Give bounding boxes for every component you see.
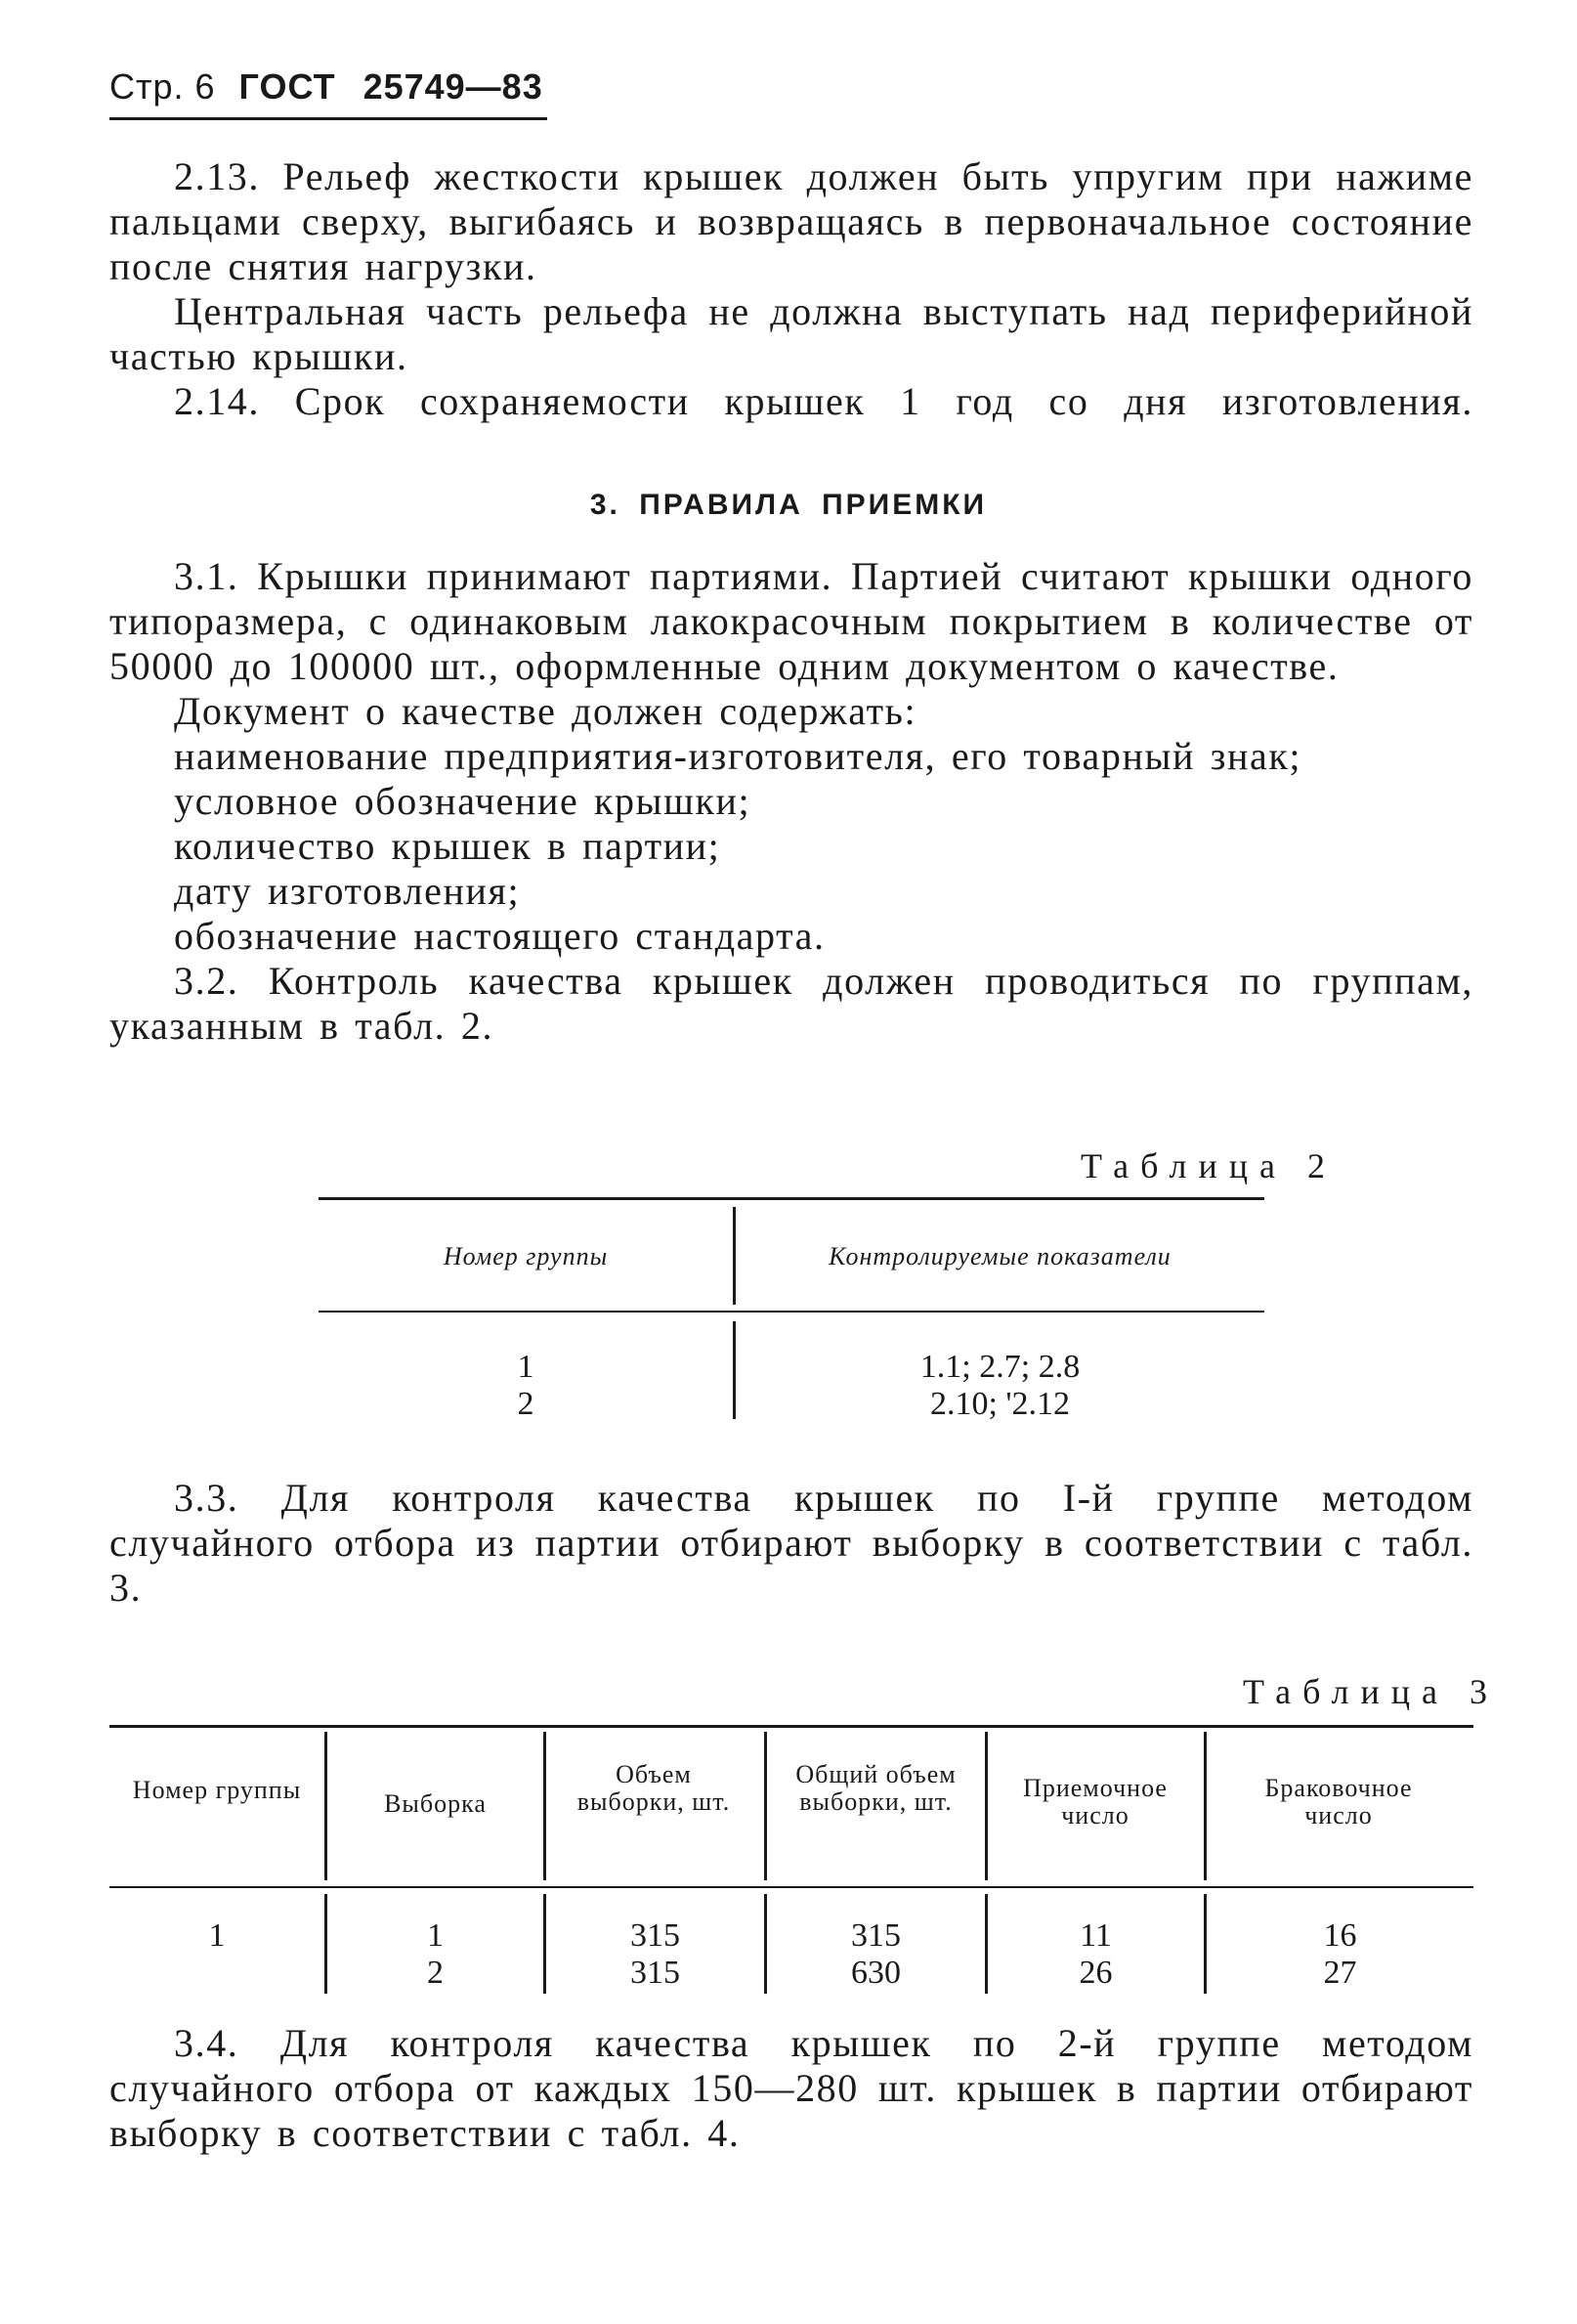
table-2-top-rule xyxy=(319,1197,1264,1200)
header-rule xyxy=(109,117,547,120)
standard-number: 25749—83 xyxy=(362,66,543,107)
page-label: Стр. 6 xyxy=(109,66,216,107)
table-2-header-rule xyxy=(319,1311,1264,1313)
table-cell: 2.10; '2.12 xyxy=(929,1386,1071,1422)
table-cell: 26 xyxy=(1079,1955,1113,1991)
table-3-header-total-sample-size: Общий объем выборки, шт. xyxy=(795,1760,957,1816)
list-item: дату изготовления; xyxy=(174,869,521,913)
table-2-caption: Таблица 2 xyxy=(1081,1146,1337,1185)
table-3-header-sample-size: Объем выборки, шт. xyxy=(576,1760,731,1816)
table-cell: 1 xyxy=(427,1917,444,1954)
table-2-header-group: Номер группы xyxy=(443,1242,609,1270)
table-cell: 1 xyxy=(517,1349,534,1385)
table-cell: 630 xyxy=(851,1955,901,1991)
list-item: условное обозначение крышки; xyxy=(174,779,751,823)
paragraph-3-3: 3.3. Для контроля качества крышек по I-й группе методом случайного отбора из партии отбирают выборку в соответствии с табл. 3. xyxy=(109,1476,1473,1610)
table-3-top-rule xyxy=(109,1725,1473,1728)
table-3-caption: Таблица 3 xyxy=(1243,1672,1499,1711)
quality-document-intro: Документ о качестве должен содержать: xyxy=(174,689,917,733)
table-3-header-sample: Выборка xyxy=(384,1789,487,1818)
table-2-header-indicators: Контролируемые показатели xyxy=(829,1242,1172,1270)
table-3-divider xyxy=(985,1732,988,1880)
table-3-header-acceptance-number: Приемочное число xyxy=(1023,1774,1168,1829)
paragraph-2-13: 2.13. Рельеф жесткости крышек должен быть упругим при нажиме пальцами сверху, выгибаясь и возвращаясь в первоначальное состояние после снятия нагрузки. xyxy=(109,154,1473,288)
table-cell: 2 xyxy=(427,1955,444,1991)
list-item: обозначение настоящего стандарта. xyxy=(174,914,826,958)
table-cell: 11 xyxy=(1080,1917,1112,1954)
standard-label: ГОСТ xyxy=(238,66,336,107)
list-item: количество крышек в партии; xyxy=(174,824,721,868)
paragraph-3-4: 3.4. Для контроля качества крышек по 2-й группе методом случайного отбора от каждых 150—280 шт. крышек в партии отбирают выборку в соответствии с табл. 4. xyxy=(109,2021,1473,2155)
table-3-header-rejection-number: Браковочное число xyxy=(1264,1774,1413,1829)
table-cell: 1 xyxy=(208,1917,226,1954)
paragraph-central-part: Центральная часть рельефа не должна выступать над периферийной частью крышки. xyxy=(109,289,1473,378)
table-cell: 315 xyxy=(630,1955,680,1991)
list-item: наименование предприятия-изготовителя, его товарный знак; xyxy=(174,734,1302,778)
page-header xyxy=(109,66,543,108)
table-3-header-rule xyxy=(109,1886,1473,1888)
section2-text xyxy=(109,154,1473,424)
section3-text xyxy=(109,554,1473,1049)
table-cell: 2 xyxy=(517,1386,534,1422)
paragraph-3-3-block xyxy=(109,1476,1473,1611)
paragraph-3-4-block xyxy=(109,2021,1473,2156)
paragraph-3-2: 3.2. Контроль качества крышек должен проводиться по группам, указанным в табл. 2. xyxy=(109,959,1473,1048)
paragraph-2-14: 2.14. Срок сохраняемости крышек 1 год со дня изготовления. xyxy=(174,379,1473,423)
quality-document-list xyxy=(109,689,1473,959)
table-cell: 1.1; 2.7; 2.8 xyxy=(919,1349,1081,1385)
table-cell: 315 xyxy=(630,1917,680,1954)
table-3-header-group: Номер группы xyxy=(132,1776,302,1804)
table-cell: 27 xyxy=(1323,1955,1357,1991)
table-cell: 16 xyxy=(1323,1917,1357,1954)
table-cell: 315 xyxy=(851,1917,901,1954)
table-3-divider xyxy=(1204,1732,1207,1880)
table-3-divider xyxy=(543,1732,546,1880)
paragraph-3-1: 3.1. Крышки принимают партиями. Партией считают крышки одного типоразмера, с одинаковым лакокрасочным покрытием в количестве от 50000 до 100000 шт., оформленные одним документом о качестве. xyxy=(109,554,1473,688)
section-title: 3. ПРАВИЛА ПРИЕМКИ xyxy=(589,489,988,521)
